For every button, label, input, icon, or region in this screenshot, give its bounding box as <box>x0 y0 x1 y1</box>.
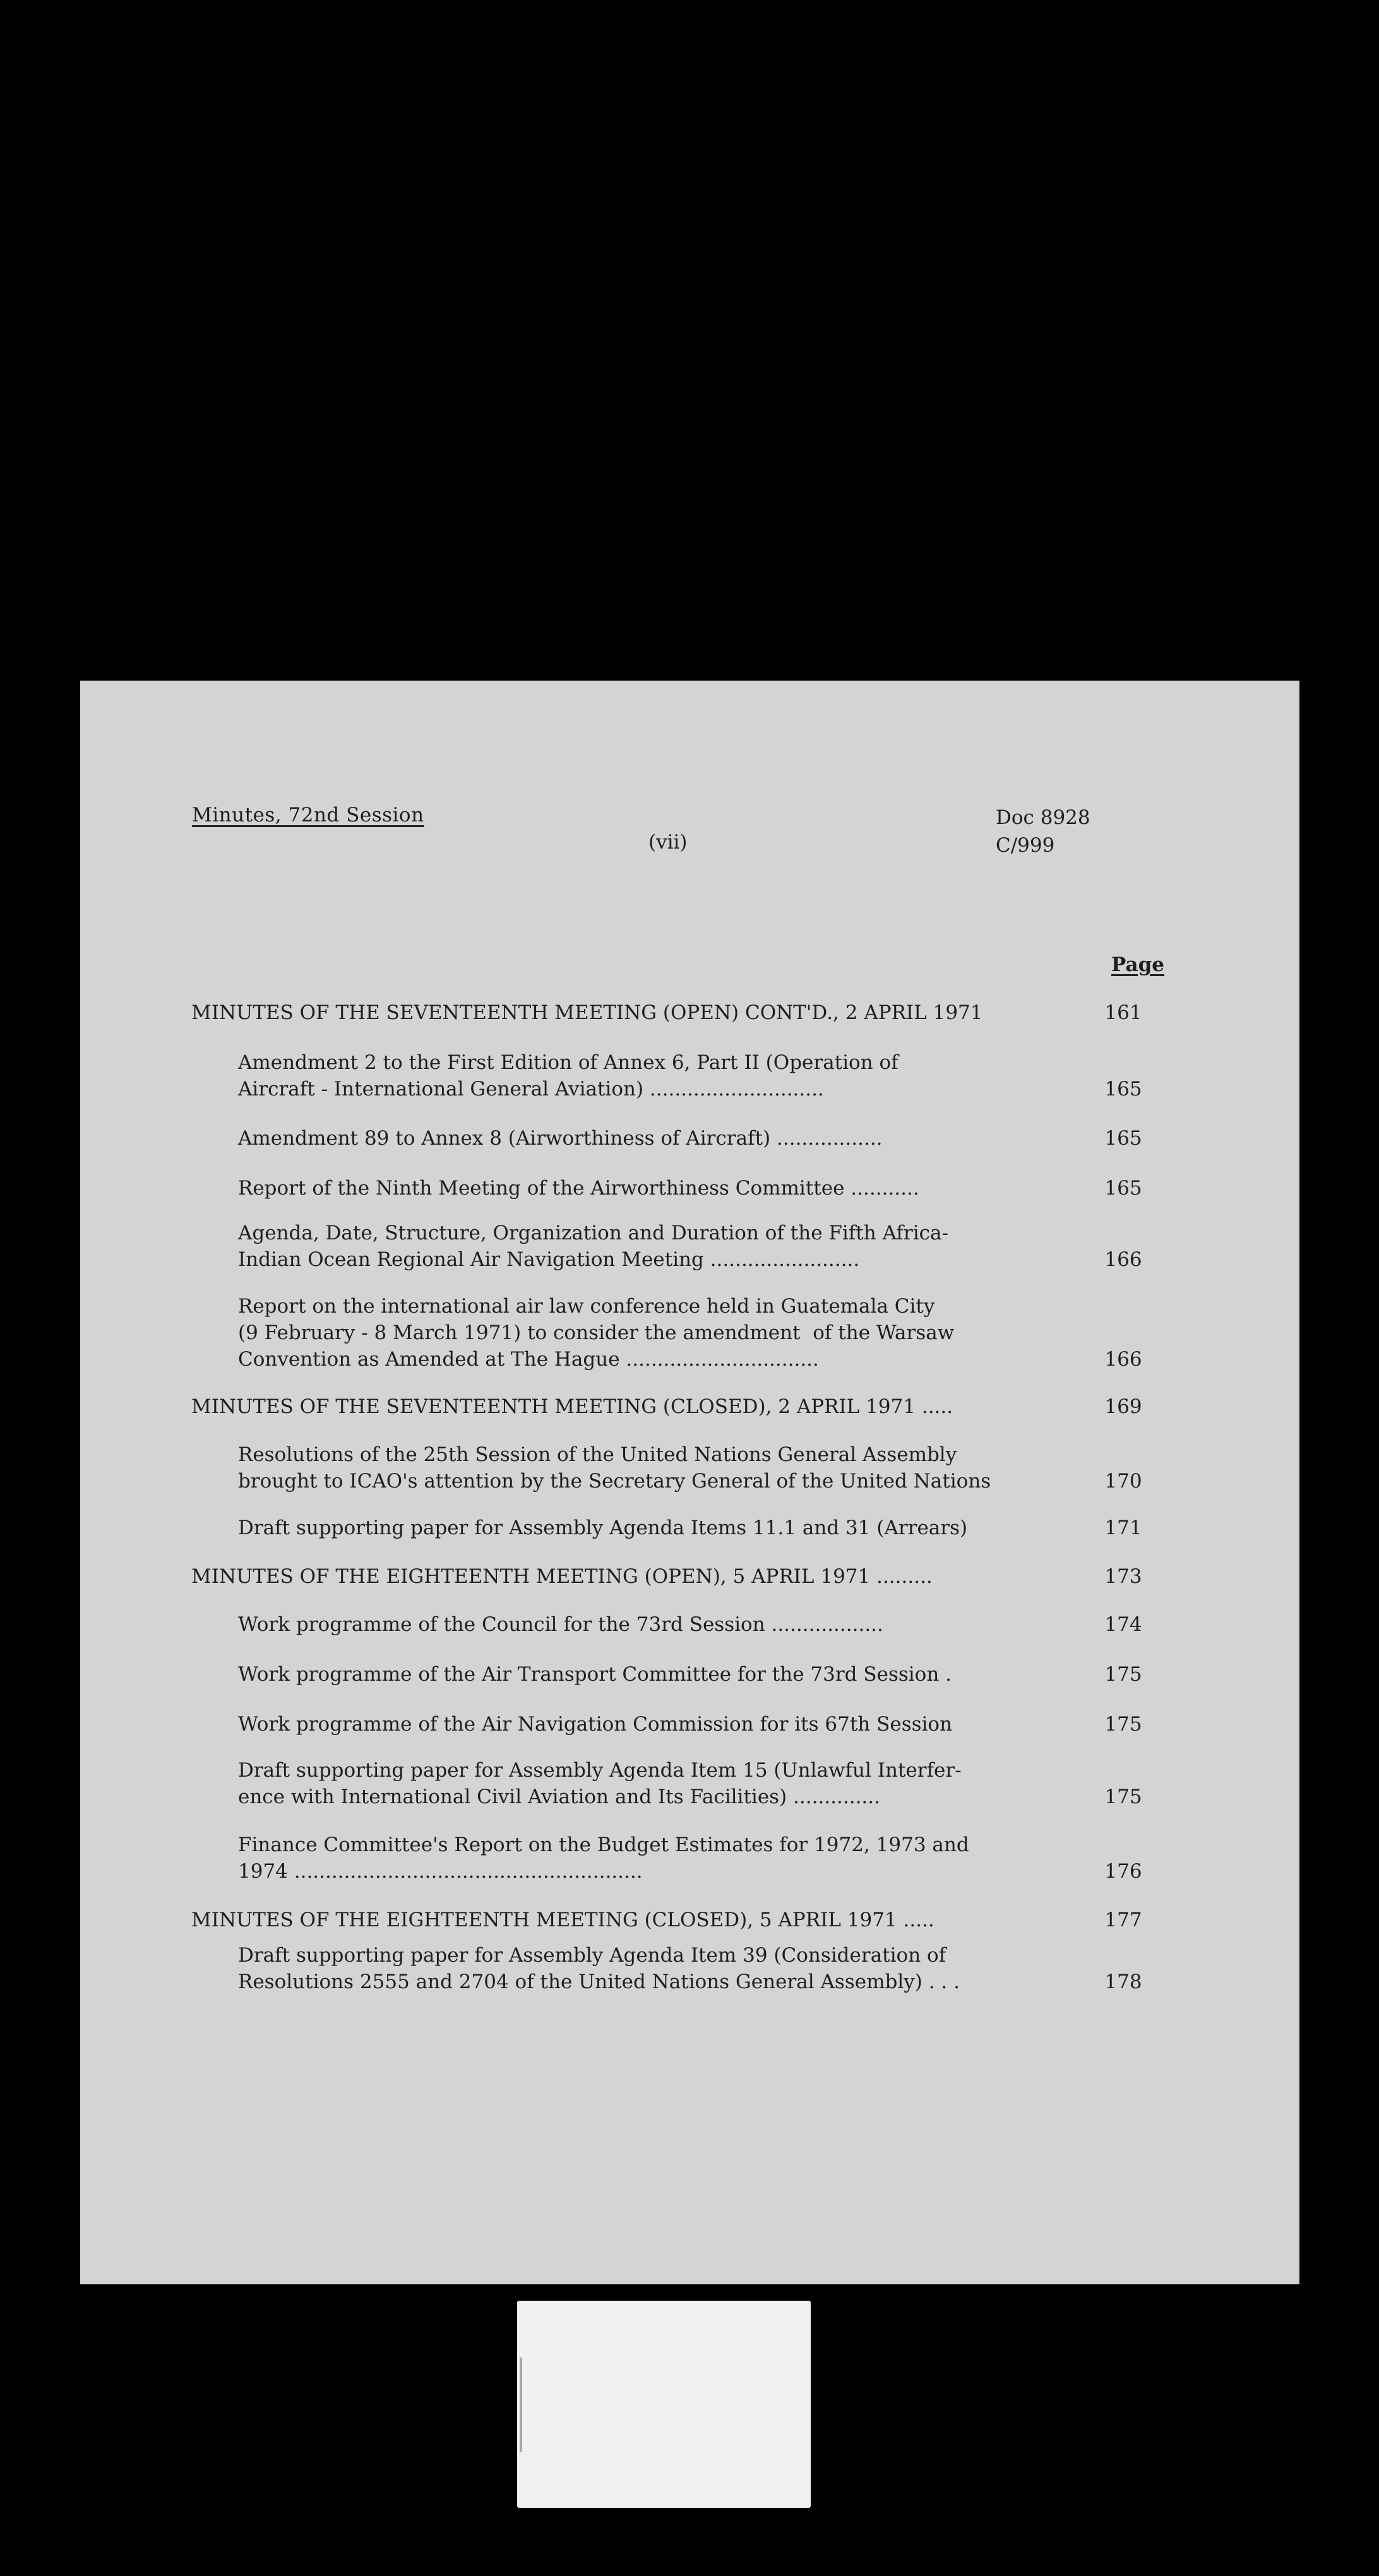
doc-number: Doc 8928 <box>996 806 1090 829</box>
toc-entry-line: Finance Committee's Report on the Budget Estimates for 1972, 1973 and <box>238 1834 969 1856</box>
toc-entry-page: 177 <box>1104 1909 1142 1931</box>
toc-entry-line: MINUTES OF THE EIGHTEENTH MEETING (CLOSED), 5 APRIL 1971 ..... <box>191 1909 934 1931</box>
toc-entry-page: 165 <box>1104 1177 1142 1200</box>
toc-entry-page: 165 <box>1104 1127 1142 1150</box>
toc-entry-line: brought to ICAO's attention by the Secretary General of the United Nations <box>238 1470 991 1493</box>
toc-entry-line: Work programme of the Air Transport Committee for the 73rd Session . <box>238 1663 952 1686</box>
page-column-heading: Page <box>1111 953 1164 976</box>
toc-entry-line: Aircraft - International General Aviation) ............................ <box>238 1078 824 1100</box>
toc-entry-page: 175 <box>1104 1786 1142 1808</box>
toc-entry-page: 166 <box>1104 1348 1142 1371</box>
toc-entry-line: 1974 ........................................................ <box>238 1860 643 1883</box>
toc-entry-page: 173 <box>1104 1565 1142 1588</box>
toc-entry-line: ence with International Civil Aviation and Its Facilities) .............. <box>238 1786 880 1808</box>
toc-entry-line: MINUTES OF THE EIGHTEENTH MEETING (OPEN), 5 APRIL 1971 ......... <box>191 1565 933 1588</box>
toc-entry-page: 161 <box>1104 1001 1142 1024</box>
toc-entry-line: Work programme of the Council for the 73rd Session .................. <box>238 1613 883 1636</box>
paper-slip <box>517 2301 811 2508</box>
toc-entry-page: 176 <box>1104 1860 1142 1883</box>
toc-entry-line: Draft supporting paper for Assembly Agenda Items 11.1 and 31 (Arrears) <box>238 1517 968 1539</box>
toc-entry-page: 170 <box>1104 1470 1142 1493</box>
toc-entry-line: Convention as Amended at The Hague ............................... <box>238 1348 819 1371</box>
toc-entry-line: Amendment 89 to Annex 8 (Airworthiness of Aircraft) ................. <box>238 1127 883 1150</box>
toc-entry-line: MINUTES OF THE SEVENTEENTH MEETING (CLOSED), 2 APRIL 1971 ..... <box>191 1395 953 1418</box>
toc-entry-page: 169 <box>1104 1395 1142 1418</box>
toc-entry-page: 165 <box>1104 1078 1142 1100</box>
toc-entry-line: MINUTES OF THE SEVENTEENTH MEETING (OPEN) CONT'D., 2 APRIL 1971 <box>191 1001 983 1024</box>
slip-crease <box>520 2358 522 2452</box>
c-number: C/999 <box>996 834 1055 857</box>
toc-entry-page: 178 <box>1104 1971 1142 1993</box>
toc-entry-line: Work programme of the Air Navigation Commission for its 67th Session <box>238 1713 953 1736</box>
toc-entry-line: Draft supporting paper for Assembly Agenda Item 39 (Consideration of <box>238 1944 946 1967</box>
toc-entry-line: Amendment 2 to the First Edition of Annex 6, Part II (Operation of <box>238 1051 898 1074</box>
toc-entry-line: Draft supporting paper for Assembly Agenda Item 15 (Unlawful Interfer- <box>238 1759 962 1782</box>
toc-entry-line: Report of the Ninth Meeting of the Airworthiness Committee ........... <box>238 1177 919 1200</box>
document-reference <box>996 804 1090 859</box>
toc-entry-line: Indian Ocean Regional Air Navigation Meeting ........................ <box>238 1248 860 1271</box>
page-number-roman: (vii) <box>648 831 688 854</box>
document-page <box>80 681 1299 2284</box>
toc-entry-line: Report on the international air law conference held in Guatemala City <box>238 1295 935 1318</box>
toc-entry-page: 175 <box>1104 1713 1142 1736</box>
toc-entry-page: 171 <box>1104 1517 1142 1539</box>
toc-entry-line: Resolutions 2555 and 2704 of the United Nations General Assembly) . . . <box>238 1971 960 1993</box>
header-title: Minutes, 72nd Session <box>192 804 424 826</box>
toc-entry-line: (9 February - 8 March 1971) to consider the amendment of the Warsaw <box>238 1321 955 1344</box>
toc-entry-page: 174 <box>1104 1613 1142 1636</box>
toc-entry-page: 166 <box>1104 1248 1142 1271</box>
toc-entry-page: 175 <box>1104 1663 1142 1686</box>
toc-entry-line: Agenda, Date, Structure, Organization and Duration of the Fifth Africa- <box>238 1222 948 1244</box>
toc-entry-line: Resolutions of the 25th Session of the United Nations General Assembly <box>238 1443 957 1466</box>
